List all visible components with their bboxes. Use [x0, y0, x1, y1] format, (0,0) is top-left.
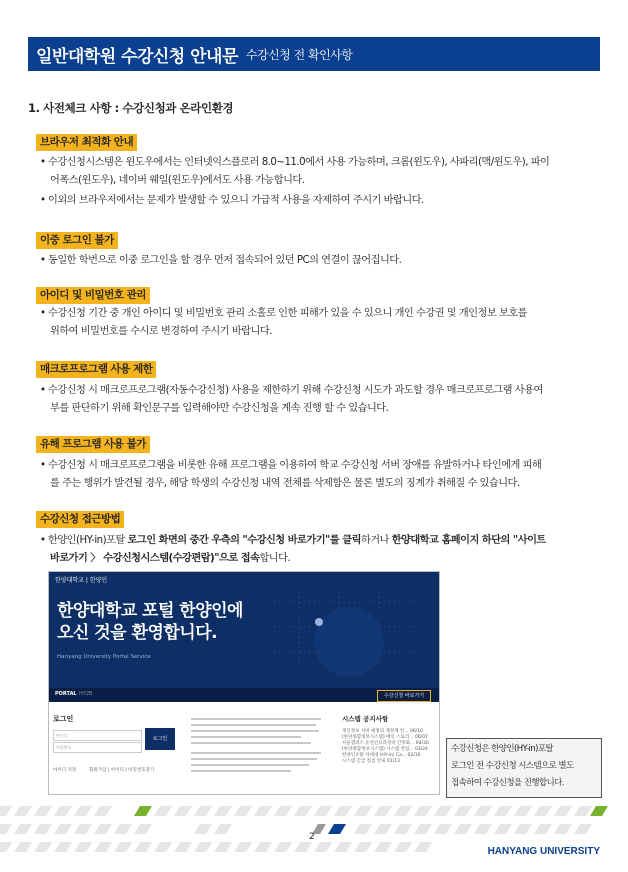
bullet-dot: • [40, 255, 46, 266]
page-number: 2 [309, 832, 315, 842]
access-text-2: 로그인 화면의 중간 우측의 "수강신청 바로가기"를 클릭 [127, 535, 361, 546]
tag-harmful-program: 유해 프로그램 사용 불가 [36, 436, 150, 453]
bullet-text: 수강신청 기간 중 개인 아이디 및 비밀번호 관리 소홀로 인한 피해가 있을 수 있으니 개인 수강권 및 개인정보 보호를 [48, 308, 527, 319]
tag-double-login: 이중 로그인 불가 [36, 232, 118, 249]
portal-notice-text [191, 716, 336, 786]
bullet-text-cont: 를 주는 행위가 발견될 경우, 해당 학생의 수강신청 내역 전체를 삭제함은 물론 별도의 징계가 취해질 수 있습니다. [50, 478, 520, 489]
notice-item[interactable]: [한양종합정보시스템] 시스템 작업... 03/24 [342, 747, 428, 752]
access-text-5: 바로가기 〉 수강신청시스템(수강편람)"으로 접속 [50, 553, 260, 564]
header-subtitle: 수강신청 전 확인사항 [245, 47, 353, 62]
bullet-dot: • [40, 535, 46, 546]
bullet-text-cont: 어폭스(윈도우), 네이버 웨일(윈도우)에서도 사용 가능합니다. [50, 175, 305, 186]
portal-hero-title [57, 600, 277, 644]
header-title: 일반대학원 수강신청 안내문 [36, 46, 238, 67]
save-id-checkbox[interactable]: 아이디 저장 [53, 768, 77, 773]
portal-logo: 한양대학교 | 한양인 [55, 577, 108, 584]
section-title: 1. 사전체크 사항 : 수강신청과 온라인환경 [28, 101, 234, 115]
note-line-1: 수강신청은 한양인(HY-in)포탈 [451, 744, 554, 754]
access-text-6: 합니다. [259, 553, 291, 564]
bullet-dot: • [40, 460, 46, 471]
tag-id-password: 아이디 및 비밀번호 관리 [36, 287, 150, 304]
password-field[interactable]: 비밀번호 [53, 742, 142, 753]
bullet-browser-1 [40, 154, 600, 190]
system-notice-title: 시스템 공지사항 [342, 715, 389, 723]
bullet-double-login [40, 252, 600, 270]
portal-hero [49, 572, 439, 688]
notice-item[interactable]: 한양인포탈 자세대 (HY-in) Ca... 02/16 [342, 753, 421, 758]
bullet-macro [40, 382, 600, 418]
hero-line-1: 한양대학교 포털 한양인에 [57, 601, 243, 621]
bullet-text: 동일한 학번으로 이중 로그인을 할 경우 먼저 접속되어 있던 PC의 연결이 끊어집니다. [48, 255, 402, 266]
access-text-1: 한양인(HY-in)포탈 [48, 535, 128, 546]
side-note-box [446, 738, 602, 798]
notice-item[interactable]: 서울캠퍼스 유선인프라설비 안정화... 04/30 [342, 741, 429, 746]
bullet-harmful-program [40, 457, 600, 493]
tag-access-method: 수강신청 접근방법 [36, 511, 124, 528]
bullet-browser-2 [40, 192, 600, 210]
portal-hero-sub: Hanyang University Portal Service [57, 654, 151, 660]
hero-line-2: 오신 것을 환영합니다. [57, 623, 218, 643]
note-line-3: 접속하여 수강신청을 진행합니다. [451, 778, 564, 788]
bullet-text: 수강신청 시 매크로프로그램(자동수강신청) 사용을 제한하기 위해 수강신청 시도가 과도할 경우 매크로프로그램 사용여 [48, 385, 543, 396]
bullet-id-password [40, 305, 600, 341]
id-field[interactable]: 아이디 [53, 730, 142, 741]
notice-text-lines [191, 716, 331, 780]
bullet-text: 수강신청시스템은 윈도우에서는 인터넷익스플로러 8.0~11.0에서 사용 가능하며, 크롬(윈도우), 사파리(맥/윈도우), 파이 [48, 157, 550, 168]
login-button[interactable]: 로그인 [145, 728, 175, 750]
bullet-access-method [40, 532, 600, 568]
notice-item[interactable]: [한양종합정보시스템] 메신 스토리... 06/07 [342, 735, 428, 740]
access-text-3: 하거나 [360, 535, 392, 546]
bullet-text: 수강신청 시 매크로프로그램을 비롯한 유해 프로그램을 이용하여 학교 수강신청 서버 장애를 유발하거나 타인에게 피해 [48, 460, 542, 471]
bullet-dot: • [40, 195, 46, 206]
portal-screenshot [48, 571, 440, 795]
page-header-banner [28, 37, 600, 71]
notice-item[interactable]: 시스템 긴급 점검 안내 01/13 [342, 759, 400, 764]
portal-navbar [49, 688, 439, 702]
bullet-dot: • [40, 385, 46, 396]
access-text-4: 한양대학교 홈페이지 하단의 "사이트 [391, 535, 546, 546]
bullet-text-cont: 부를 판단하기 위해 확인문구를 입력해야만 수강신청을 계속 진행 할 수 있습니다. [50, 403, 389, 414]
bullet-text-cont: 위하여 비밀번호를 수시로 변경하여 주시기 바랍니다. [50, 326, 272, 337]
nav-portal[interactable]: PORTAL [55, 691, 77, 697]
bullet-dot: • [40, 157, 46, 168]
login-title: 로그인 [53, 715, 74, 723]
join-links[interactable]: 회원가입 | 아이디 / 비밀번호찾기 [89, 768, 155, 773]
system-notice-list [342, 729, 434, 765]
bullet-dot: • [40, 308, 46, 319]
note-line-2: 로그인 전 수강신청 시스템으로 별도 [451, 761, 574, 771]
bullet-text: 이외의 브라우저에서는 문제가 발생할 수 있으니 가급적 사용을 자제하여 주시기 바랍니다. [48, 195, 424, 206]
notice-item[interactable]: 개인정보 서비 예정의 계정계 안... 06/10 [342, 729, 423, 734]
tag-macro: 매크로프로그램 사용 제한 [36, 361, 156, 378]
course-registration-shortcut-button[interactable]: 수강신청 바로가기 [377, 690, 431, 702]
tag-browser: 브라우저 최적화 안내 [36, 134, 137, 151]
nav-hy2b[interactable]: HY2B [79, 691, 93, 697]
brand-logo-text: HANYANG UNIVERSITY [487, 846, 600, 857]
